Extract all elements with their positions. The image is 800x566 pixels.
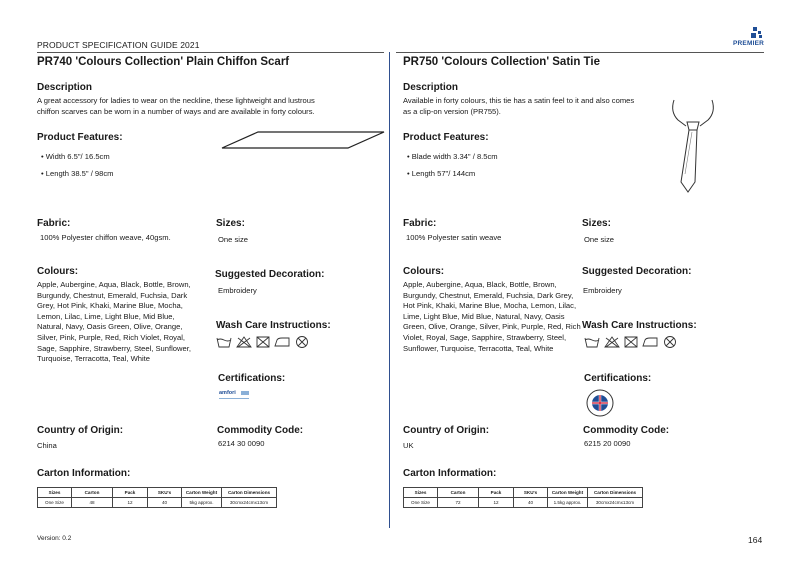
left-feature-item: • Width 6.5"/ 16.5cm [41,152,110,161]
right-carton-heading: Carton Information: [403,468,497,479]
right-colours: Apple, Aubergine, Aqua, Black, Bottle, Brown, Burgundy, Chestnut, Emerald, Fuchsia, Dark Grey, Hot Pink, Khaki, Marine Blue, Mocha, Lemon, Lilac, Lime, Light Blue, Mid Blue, Natural, Navy, Oasis Green, Olive, Orange, Silver, Pink, Purple, Red, Rich Violet, Royal, Sage, Sapphire, Strawberry, Steel, Sunflower, Turquoise, Terracotta, Teal, White [403,280,581,353]
left-fabric: 100% Polyester chiffon weave, 40gsm. [40,233,171,242]
right-wash-heading: Wash Care Instructions: [582,320,697,331]
page-number: 164 [748,535,763,545]
left-wash-care-icons [216,335,316,349]
table-cell: 1.5kg approx. [548,498,588,508]
left-commodity-heading: Commodity Code: [217,425,304,436]
right-sizes-heading: Sizes: [582,218,611,229]
table-header-cell: Pack [113,488,148,498]
left-origin-heading: Country of Origin: [37,425,124,436]
right-colours-heading: Colours: [403,266,445,277]
table-header-cell: Sizes [404,488,438,498]
table-header-row [38,488,277,498]
table-header-row [404,488,643,498]
table-cell: 30cmx24cmx13cm [588,498,643,508]
right-origin-heading: Country of Origin: [403,425,490,436]
left-fabric-heading: Fabric: [37,218,71,229]
right-fabric-heading: Fabric: [403,218,437,229]
table-header-cell: Sizes [38,488,72,498]
tie-illustration [668,98,718,200]
right-product-title: PR750 'Colours Collection' Satin Tie [403,56,600,68]
uk-made-seal [586,389,614,417]
table-header-cell: Carton [72,488,113,498]
left-sizes: One size [218,235,248,244]
table-header-cell: Carton Weight [182,488,222,498]
premier-logo [733,27,767,49]
right-commodity: 6215 20 0090 [584,439,631,448]
left-cert-heading: Certifications: [218,373,286,384]
left-product-title: PR740 'Colours Collection' Plain Chiffon Scarf [37,56,290,68]
right-fabric: 100% Polyester satin weave [406,233,502,242]
table-header-cell: SKU's [514,488,548,498]
right-decoration: Embroidery [583,286,622,295]
right-features-heading: Product Features: [403,132,489,143]
table-row [38,498,277,508]
left-carton-heading: Carton Information: [37,468,131,479]
left-header-rule [37,52,384,53]
left-wash-heading: Wash Care Instructions: [216,320,331,331]
table-header-cell: Carton Weight [548,488,588,498]
left-description: A great accessory for ladies to wear on the neckline, these lightweight and lustrous chiffon scarves can be worn in a number of ways and are available in forty colours. [37,96,315,116]
left-decoration-heading: Suggested Decoration: [215,269,325,280]
right-cert-heading: Certifications: [584,373,652,384]
table-cell: One Size [404,498,438,508]
right-wash-care-icons [584,335,684,349]
table-cell: 30cmx24cmx13cm [222,498,277,508]
guide-title: PRODUCT SPECIFICATION GUIDE 2021 [37,40,200,50]
table-header-cell: Pack [479,488,514,498]
scarf-illustration [218,128,388,154]
table-cell: 40 [148,498,182,508]
left-decoration: Embroidery [218,286,257,295]
right-description-heading: Description [403,82,459,93]
right-origin: UK [403,441,414,450]
right-feature-item: • Blade width 3.34" / 8.5cm [407,152,498,161]
table-cell: 72 [438,498,479,508]
right-header-rule [396,52,764,53]
right-feature-item: • Length 57"/ 144cm [407,169,476,178]
right-decoration-heading: Suggested Decoration: [582,266,692,277]
logo-text: PREMIER [733,40,765,47]
left-sizes-heading: Sizes: [216,218,245,229]
table-header-cell: Carton [438,488,479,498]
left-origin: China [37,441,57,450]
left-description-heading: Description [37,82,93,93]
table-cell: 5kg approx. [182,498,222,508]
table-header-cell: SKU's [148,488,182,498]
table-header-cell: Carton Dimensions [588,488,643,498]
table-cell: One Size [38,498,72,508]
table-cell: 40 [514,498,548,508]
left-carton-table [37,487,277,508]
left-feature-item: • Length 38.5" / 98cm [41,169,114,178]
column-divider [389,52,390,528]
right-sizes: One size [584,235,614,244]
table-header-cell: Carton Dimensions [222,488,277,498]
right-description: Available in forty colours, this tie has a satin feel to it and also comes as a clip-on version (PR755). [403,96,635,116]
table-cell: 12 [113,498,148,508]
left-colours: Apple, Aubergine, Aqua, Black, Bottle, Brown, Burgundy, Chestnut, Emerald, Fuchsia, Dark Grey, Hot Pink, Khaki, Marine Blue, Mocha, Lemon, Lilac, Lime, Light Blue, Mid Blue, Natural, Navy, Oasis Green, Olive, Orange, Silver, Pink, Purple, Red, Rich Violet, Royal, Sage, Sapphire, Strawberry, Steel, Sunflower, Turquoise, Terracotta, Teal, White [37,280,191,364]
left-features-heading: Product Features: [37,132,123,143]
right-carton-table [403,487,643,508]
table-cell: 48 [72,498,113,508]
table-cell: 12 [479,498,514,508]
version-label: Version: 0.2 [37,535,72,542]
left-commodity: 6214 30 0090 [218,439,265,448]
table-row [404,498,643,508]
left-colours-heading: Colours: [37,266,79,277]
right-commodity-heading: Commodity Code: [583,425,670,436]
amfori-logo: amfori [219,390,251,402]
